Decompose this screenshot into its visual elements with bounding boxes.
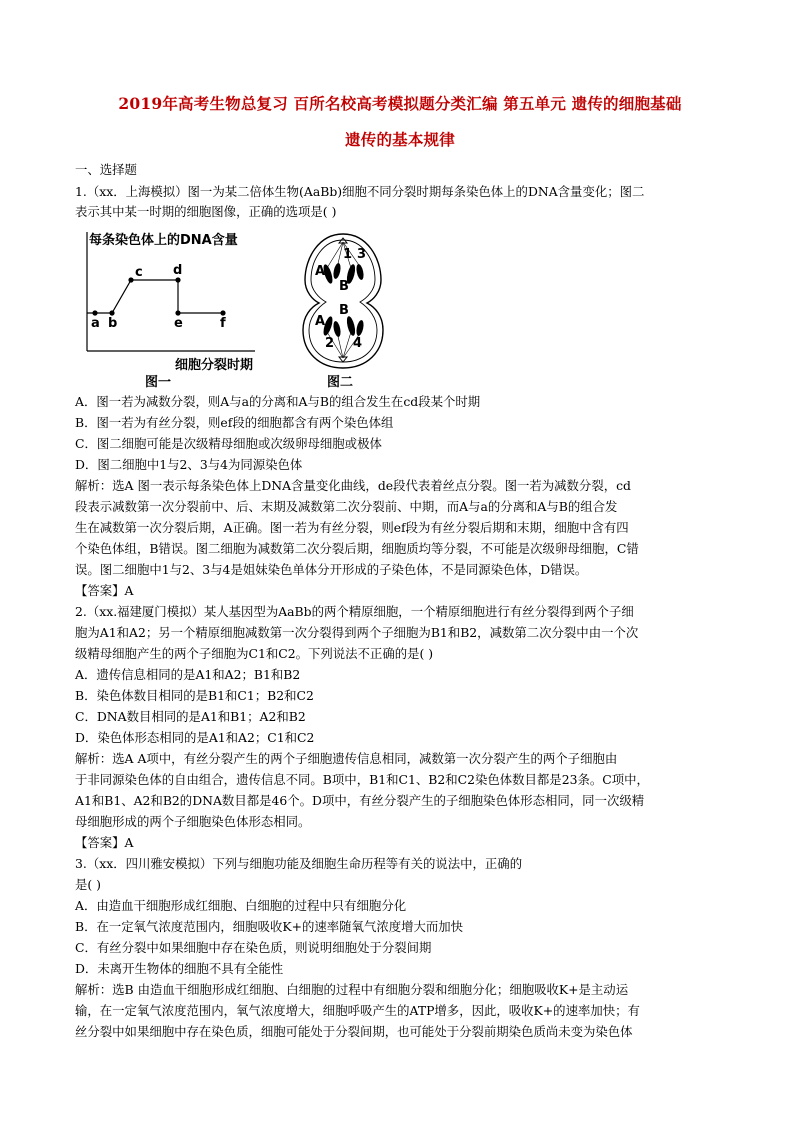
analysis-line: 输，在一定氧气浓度范围内，氧气浓度增大，细胞呼吸产生的ATP增多，因此，吸收K+的速率加快；有	[75, 1003, 640, 1018]
question-line: 2.（xx.福建厦门模拟）某人基因型为AaBb的两个精原细胞，一个精原细胞进行有丝分裂得到两个子细	[75, 604, 634, 619]
option-line: C．DNA数目相同的是A1和B1；A2和B2	[75, 709, 306, 724]
label-A-bottom: A	[315, 314, 326, 329]
option-line: A．遗传信息相同的是A1和A2；B1和B2	[75, 667, 301, 682]
point-a	[92, 310, 97, 315]
figures	[75, 228, 395, 390]
option-line: D．图二细胞中1与2、3与4为同源染色体	[75, 457, 303, 472]
analysis-line: 解析：选B 由造血干细胞形成红细胞、白细胞的过程中有细胞分裂和细胞分化；细胞吸收K+是主动运	[75, 982, 629, 997]
point-b	[109, 310, 114, 315]
label-B-bottom: B	[339, 303, 349, 318]
analysis-line: 母细胞形成的两个子细胞染色体形态相同。	[75, 814, 311, 829]
label-A-top: A	[315, 264, 326, 279]
option-line: A．由造血干细胞形成红细胞、白细胞的过程中只有细胞分化	[75, 898, 407, 913]
label-f: f	[220, 316, 226, 331]
doc-title-line1: 2019年高考生物总复习 百所名校高考模拟题分类汇编 第五单元 遗传的细胞基础	[118, 94, 682, 113]
question-line: 3.（xx．四川雅安模拟）下列与细胞功能及细胞生命历程等有关的说法中，正确的	[75, 856, 523, 871]
label-3: 3	[357, 247, 367, 262]
x-axis-label: 细胞分裂时期	[175, 358, 254, 373]
question-line: 胞为A1和A2；另一个精原细胞减数第一次分裂得到两个子细胞为B1和B2，减数第二次分裂中由一个次	[75, 625, 639, 640]
y-axis-label: 每条染色体上的DNA含量	[89, 233, 238, 248]
point-d	[175, 277, 180, 282]
point-c	[128, 277, 133, 282]
analysis-line: 于非同源染色体的自由组合，遗传信息不同。B项中，B1和C1、B2和C2染色体数目都是23条。C项中，	[75, 772, 649, 787]
option-line: D．染色体形态相同的是A1和A2；C1和C2	[75, 730, 315, 745]
option-line: D．未离开生物体的细胞不具有全能性	[75, 961, 284, 976]
label-b: b	[108, 316, 118, 331]
label-e: e	[174, 316, 183, 331]
answer-line: 【答案】A	[75, 583, 134, 598]
label-a: a	[91, 316, 100, 331]
analysis-line: A1和B1、A2和B2的DNA数目都是46个。D项中，有丝分裂产生的子细胞染色体形态相同，同一次级精	[75, 793, 645, 808]
figure-two-caption: 图二	[327, 375, 354, 390]
section-heading: 一、选择题	[75, 162, 137, 177]
option-line: B．在一定氧气浓度范围内，细胞吸收K+的速率随氧气浓度增大而加快	[75, 919, 464, 934]
option-line: B．染色体数目相同的是B1和C1；B2和C2	[75, 688, 314, 703]
label-B-top: B	[339, 279, 349, 294]
dna-curve	[87, 280, 223, 313]
option-line: A．图一若为减数分裂，则A与a的分离和A与B的组合发生在cd段某个时期	[75, 394, 481, 409]
option-line: C．有丝分裂中如果细胞中存在染色质，则说明细胞处于分裂间期	[75, 940, 432, 955]
analysis-line: 生在减数第一次分裂后期，A正确。图一若为有丝分裂，则ef段为有丝分裂后期和末期，细胞中含有四	[75, 520, 629, 535]
figure-one-caption: 图一	[145, 375, 172, 390]
label-2: 2	[325, 336, 335, 351]
doc-title-line2: 遗传的基本规律	[345, 130, 455, 149]
point-e	[175, 310, 180, 315]
analysis-line: 解析：选A A项中，有丝分裂产生的两个子细胞遗传信息相同，减数第一次分裂产生的两个子细胞由	[75, 751, 618, 766]
answer-line: 【答案】A	[75, 835, 134, 850]
point-f	[220, 310, 225, 315]
question-line: 级精母细胞产生的两个子细胞为C1和C2。下列说法不正确的是( )	[75, 646, 434, 661]
text-line: 1.（xx．上海模拟）图一为某二倍体生物(AaBb)细胞不同分裂时期每条染色体上的DNA含量变化；图二	[75, 184, 645, 199]
label-4: 4	[353, 336, 363, 351]
option-line: C．图二细胞可能是次级精母细胞或次级卵母细胞或极体	[75, 436, 382, 451]
analysis-line: 段表示减数第一次分裂前中、后、末期及减数第二次分裂前、中期，而A与a的分离和A与B的组合发	[75, 499, 618, 514]
analysis-line: 误。图二细胞中1与2、3与4是姐妹染色单体分开形成的子染色体，不是同源染色体，D错误。	[75, 562, 588, 577]
question-line: 是( )	[75, 877, 101, 892]
figure-two	[303, 234, 383, 390]
analysis-line: 个染色体组，B错误。图二细胞为减数第二次分裂后期，细胞质均等分裂，不可能是次级卵母细胞，C错	[75, 541, 639, 556]
analysis-line: 丝分裂中如果细胞中存在染色质，细胞可能处于分裂间期，也可能处于分裂前期染色质尚未变为染色体	[75, 1024, 633, 1039]
analysis-line: 解析：选A 图一表示每条染色体上DNA含量变化曲线，de段代表着丝点分裂。图一若为减数分裂，cd	[75, 478, 631, 493]
figure-one	[87, 232, 255, 390]
label-1: 1	[343, 247, 353, 262]
label-c: c	[135, 265, 143, 280]
text-line: 表示其中某一时期的细胞图像，正确的选项是( )	[75, 204, 337, 219]
option-line: B．图一若为有丝分裂，则ef段的细胞都含有两个染色体组	[75, 415, 394, 430]
label-d: d	[173, 263, 183, 278]
